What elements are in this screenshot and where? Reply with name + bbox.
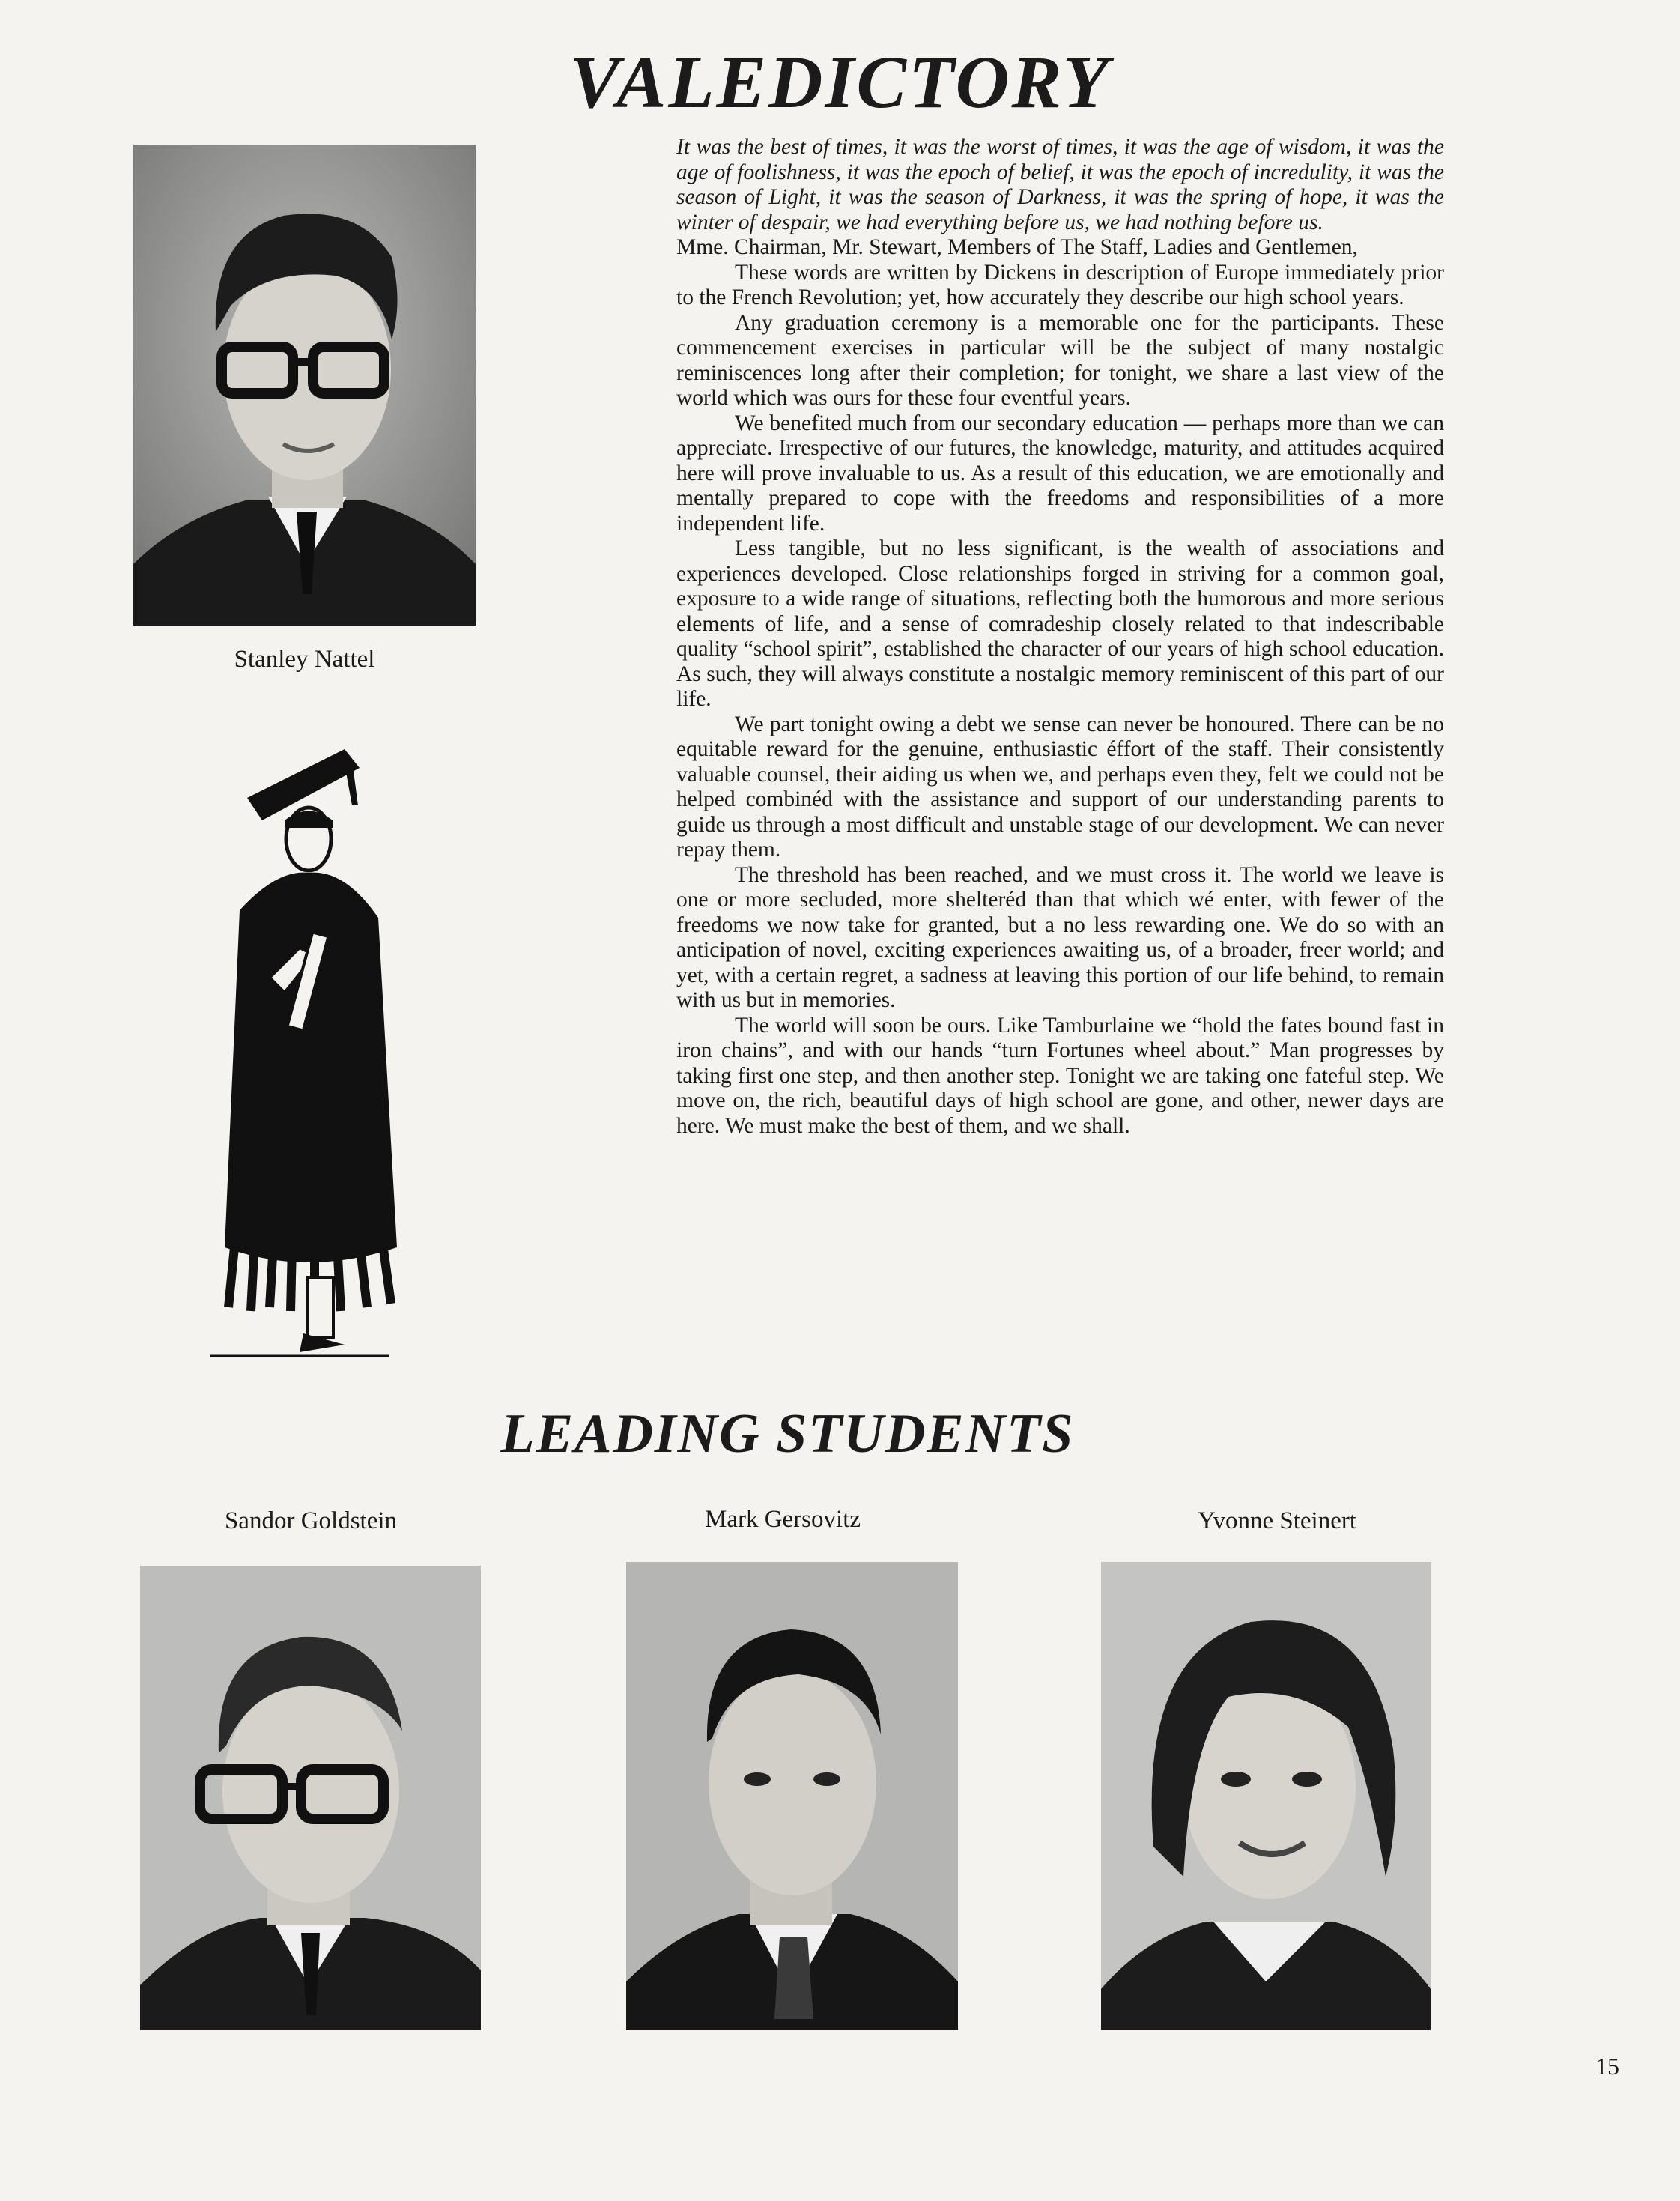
student-name: Mark Gersovitz: [704, 1506, 861, 1533]
opening-quote: It was the best of times, it was the worst of times, it was the age of wisdom, it was the age of foolishness, it was the epoch of belief, it was the epoch of incredulity, it was the season of Light, it was the season of Darkness, it was the spring of hope, it was the winter of despair, we had everything before us, we had nothing before us.: [676, 135, 1444, 234]
speech-paragraph: Less tangible, but no less significant, is the wealth of associations and experiences developed. Close relationships forged in striving for a common goal, exposure to a wide range of situations, reflecting both the humorous and more serious elements of life, and a sense of comradeship closely related to that indescribable quality “school spirit”, established the character of our years of high school education. As such, they will always constitute a nostalgic memory reminiscent of this part of our life.: [676, 536, 1444, 711]
valedictorian-portrait: [133, 145, 476, 626]
speech-paragraph: These words are written by Dickens in description of Europe immediately prior to the French Revolution; yet, how accurately they describe our high school years.: [676, 260, 1444, 309]
speech-paragraph: The threshold has been reached, and we must cross it. The world we leave is one or more secluded, more shelteréd than that which wé enter, with fewer of the freedoms we now take for granted, but a no less rewarding one. We do so with an anticipation of novel, exciting experiences awaiting us, of a broader, freer world; and yet, with a certain regret, a sadness at leaving this portion of our life behind, to remain with us but in memories.: [676, 862, 1444, 1012]
valedictorian-name: Stanley Nattel: [234, 646, 375, 673]
speech-paragraph: We benefited much from our secondary education — perhaps more than we can appreciate. Irrespective of our futures, the knowledge, maturity, and attitudes acquired here will prove invaluable to us. As a result of this education, we are emotionally and mentally prepared to cope with the freedoms and responsibilities of a more independent life.: [676, 411, 1444, 536]
student-name: Sandor Goldstein: [224, 1507, 398, 1534]
graduate-illustration: [195, 708, 404, 1360]
student-portrait: [140, 1566, 481, 2030]
leading-students-heading: LEADING STUDENTS: [500, 1403, 1075, 1465]
page-number: 15: [1595, 2053, 1619, 2080]
student-name: Yvonne Steinert: [1197, 1507, 1357, 1534]
student-portrait: [1101, 1562, 1431, 2030]
salutation: Mme. Chairman, Mr. Stewart, Members of The Staff, Ladies and Gentlemen,: [676, 235, 1358, 259]
student-portrait: [626, 1562, 958, 2030]
speech-paragraph: Any graduation ceremony is a memorable one for the participants. These commencement exercises in particular will be the subject of many nostalgic reminiscences long after their completion; for tonight, we share a last view of the world which was ours for these four eventful years.: [676, 310, 1444, 410]
speech-paragraph: The world will soon be ours. Like Tamburlaine we “hold the fates bound fast in iron chains”, and with our hands “turn Fortunes wheel about.” Man progresses by taking first one step, and then another step. Tonight we are taking one fateful step. We move on, the rich, beautiful days of high school are gone, and other, newer days are here. We must make the best of them, and we shall.: [676, 1013, 1444, 1138]
speech-paragraph: We part tonight owing a debt we sense can never be honoured. There can be no equitable reward for the genuine, enthusiastic éffort of the staff. Their consistently valuable counsel, their aiding us when we, and perhaps even they, felt we could not be helped combinéd with the assistance and support of our understanding parents to guide us through a most difficult and unstable stage of our development. We can never repay them.: [676, 712, 1444, 862]
valedictory-heading: VALEDICTORY: [569, 40, 1111, 124]
valedictory-speech: [676, 135, 1444, 1139]
